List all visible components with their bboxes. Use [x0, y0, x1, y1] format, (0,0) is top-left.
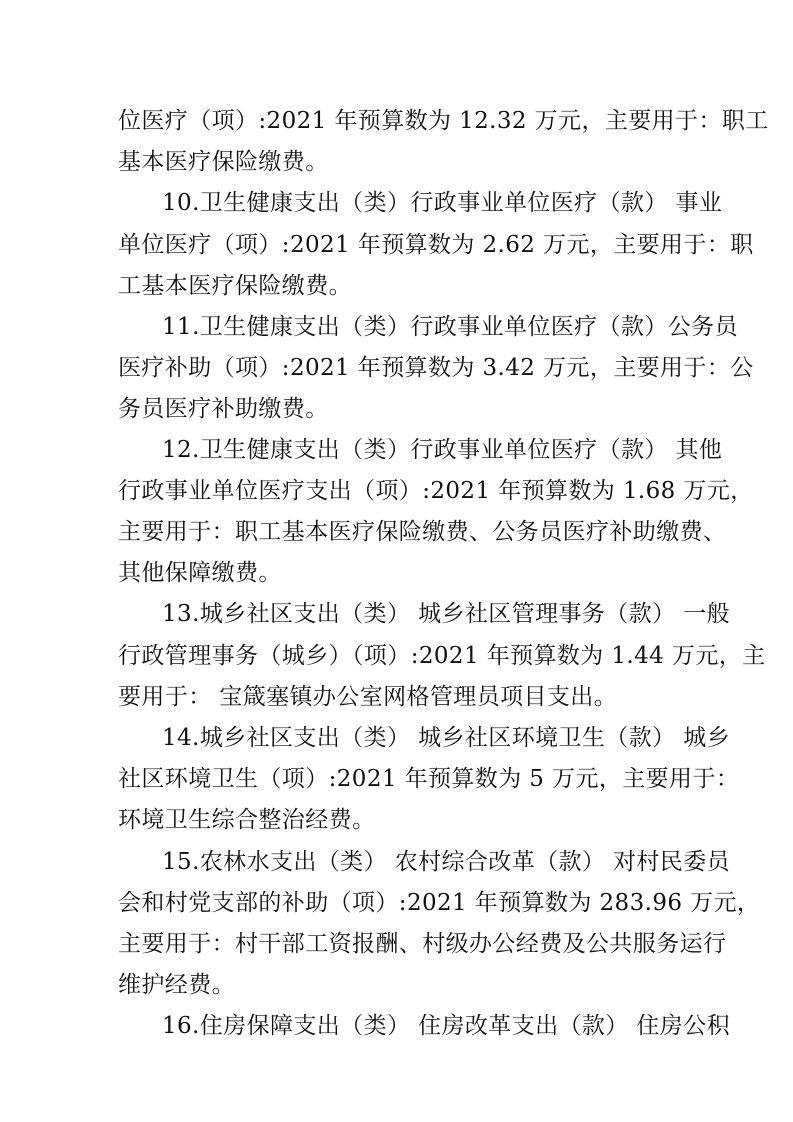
text-line: 行政管理事务（城乡）（项）:2021 年预算数为 1.44 万元，主	[118, 643, 766, 669]
text-line: 医疗补助（项）:2021 年预算数为 3.42 万元，主要用于：公	[118, 355, 754, 381]
item-16-heading: 16.住房保障支出（类） 住房改革支出（款） 住房公积	[162, 1013, 730, 1039]
text-line: 单位医疗（项）:2021 年预算数为 2.62 万元，主要用于：职	[118, 232, 754, 258]
text-line: 主要用于：职工基本医疗保险缴费、公务员医疗补助缴费、	[118, 519, 727, 545]
item-14-heading: 14.城乡社区支出（类） 城乡社区环境卫生（款） 城乡	[162, 725, 730, 751]
text-line: 位医疗（项）:2021 年预算数为 12.32 万元，主要用于：职工	[118, 108, 769, 134]
item-15-heading: 15.农林水支出（类） 农村综合改革（款） 对村民委员	[162, 849, 730, 875]
text-line: 基本医疗保险缴费。	[118, 149, 329, 175]
text-line: 要用于： 宝箴塞镇办公室网格管理员项目支出。	[118, 684, 618, 710]
text-line: 工基本医疗保险缴费。	[118, 273, 352, 299]
text-line: 其他保障缴费。	[118, 560, 282, 586]
item-13-heading: 13.城乡社区支出（类） 城乡社区管理事务（款） 一般	[162, 601, 730, 627]
text-line: 社区环境卫生（项）:2021 年预算数为 5 万元，主要用于：	[118, 766, 740, 792]
text-line: 会和村党支部的补助（项）:2021 年预算数为 283.96 万元，	[118, 890, 761, 916]
item-12-heading: 12.卫生健康支出（类）行政事业单位医疗（款） 其他	[162, 437, 723, 463]
item-10-heading: 10.卫生健康支出（类）行政事业单位医疗（款） 事业	[162, 190, 723, 216]
item-11-heading: 11.卫生健康支出（类）行政事业单位医疗（款）公务员	[162, 314, 738, 340]
text-line: 务员医疗补助缴费。	[118, 396, 329, 422]
text-line: 行政事业单位医疗支出（项）:2021 年预算数为 1.68 万元，	[118, 478, 754, 504]
text-line: 主要用于：村干部工资报酬、村级办公经费及公共服务运行	[118, 931, 727, 957]
text-line: 环境卫生综合整治经费。	[118, 807, 376, 833]
text-line: 维护经费。	[118, 972, 235, 998]
